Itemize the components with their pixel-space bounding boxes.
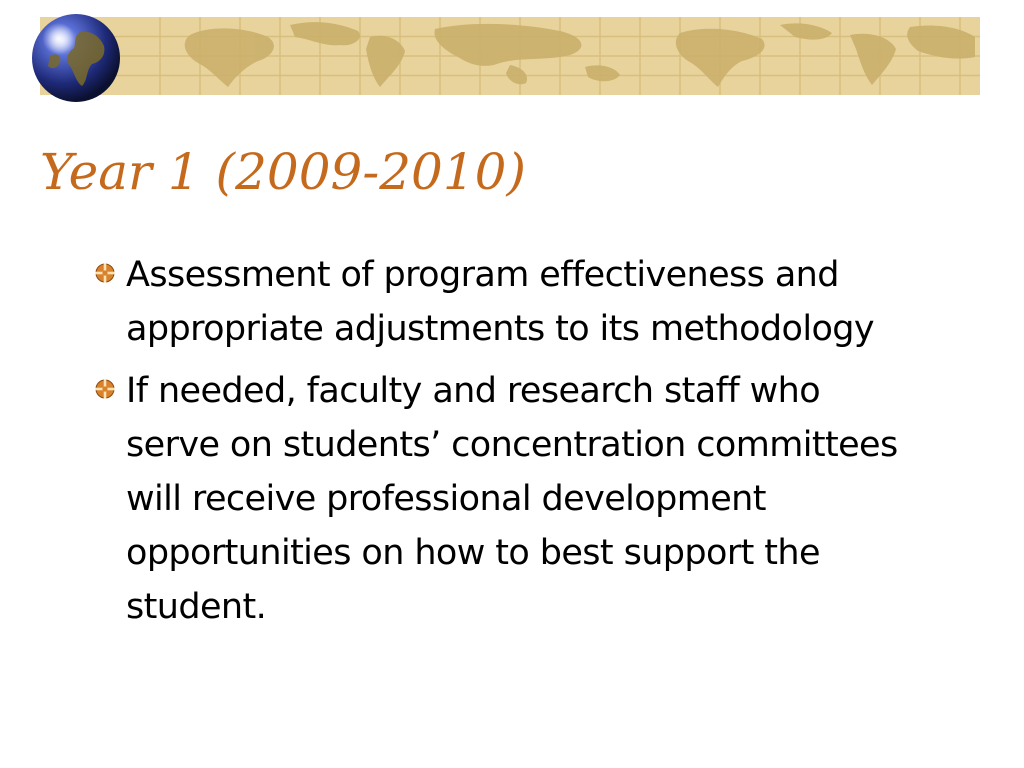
bullet-list	[0, 248, 1024, 642]
bullet-text: If needed, faculty and research staff who serve on students’ concentration committees will receive professional development opportunities on how to best support the student.	[126, 371, 898, 627]
bullet-item	[0, 248, 916, 356]
gear-bullet-icon	[94, 378, 116, 400]
world-map-banner	[40, 17, 980, 95]
bullet-item	[0, 364, 916, 634]
gear-bullet-icon	[94, 262, 116, 284]
slide-title: Year 1 (2009-2010)	[40, 143, 526, 201]
bullet-text: Assessment of program effectiveness and appropriate adjustments to its methodology	[126, 255, 875, 349]
globe-icon	[30, 12, 122, 104]
